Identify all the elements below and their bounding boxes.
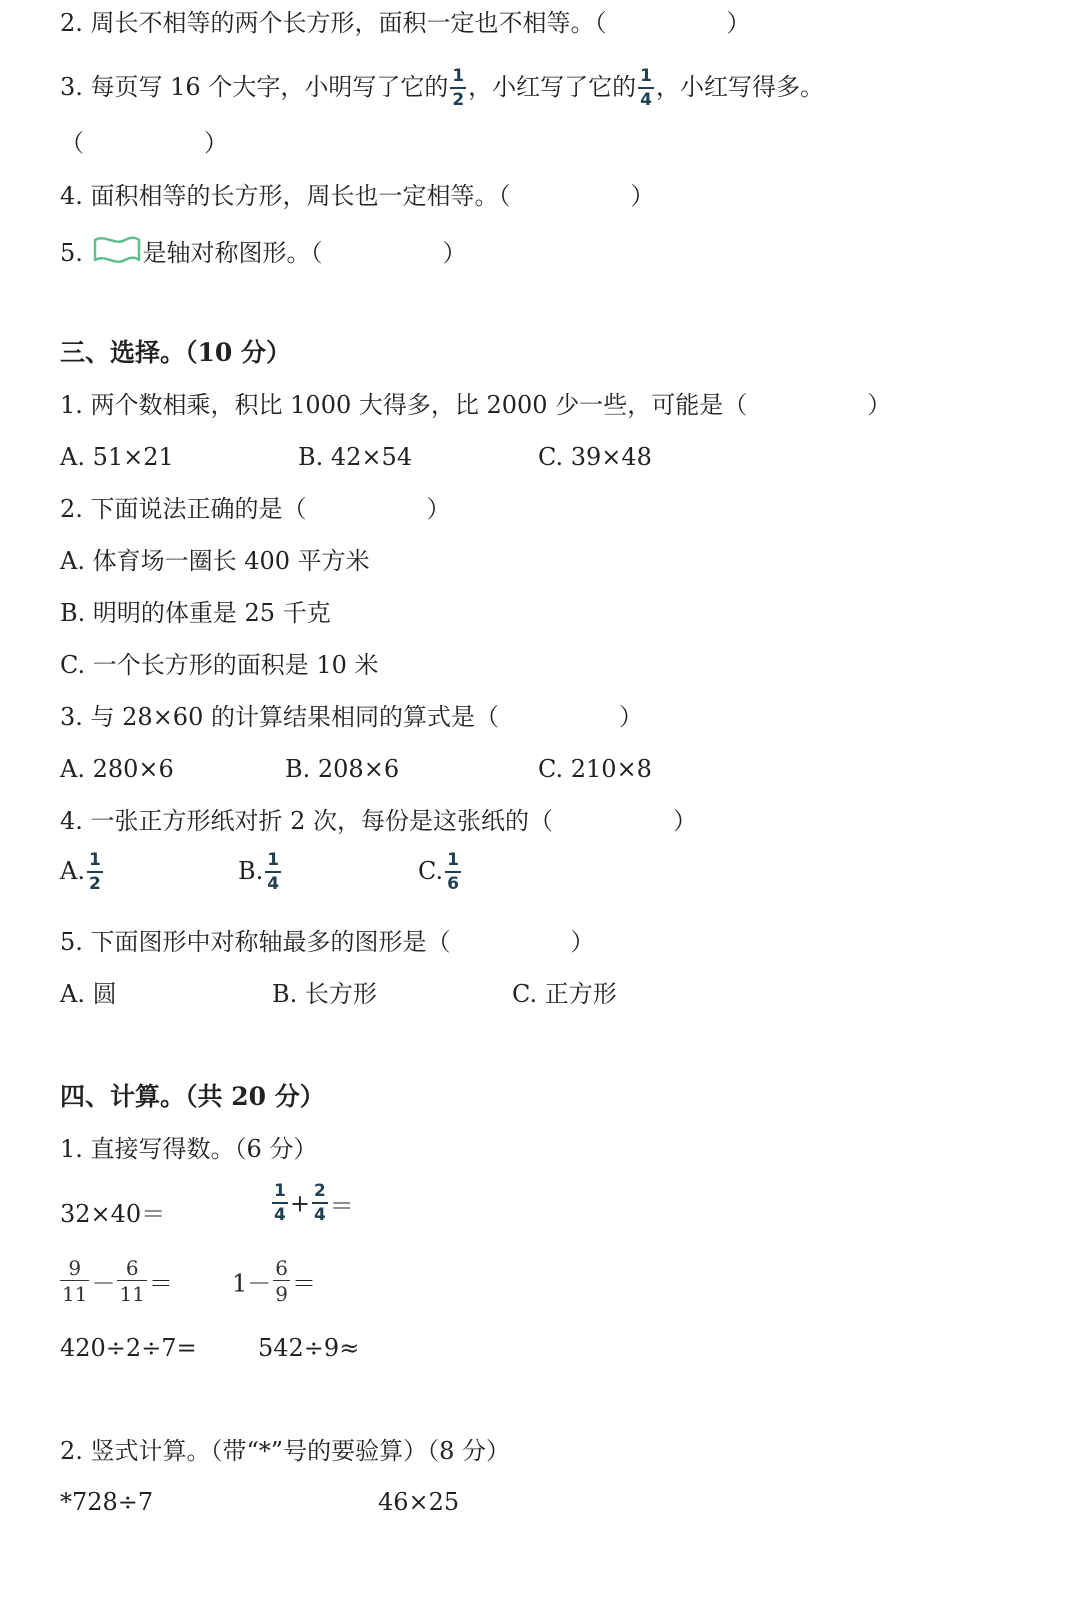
- choice-q5-option-b: B. 长方形: [272, 980, 377, 1008]
- section-3-heading: 三、选择。（10 分）: [60, 338, 291, 367]
- fraction-six-elevenths: $\frac{6}{11}$: [119, 1256, 145, 1306]
- choice-q4-option-c: C. $\frac{1}{6}$: [418, 850, 459, 894]
- judge-question-5: [60, 234, 467, 275]
- choice-q3-option-a: A. 280×6: [60, 755, 174, 783]
- answer-blank: （ ）: [60, 129, 228, 157]
- judge-q5-text: 是轴对称图形。（ ）: [142, 239, 467, 267]
- fraction-one-quarter: $\frac{1}{4}$: [267, 850, 280, 894]
- calc-subsection-1: 1. 直接写得数。（6 分）: [60, 1135, 318, 1163]
- fraction-six-ninths: $\frac{6}{9}$: [275, 1256, 289, 1306]
- choice-q5-option-a: A. 圆: [60, 980, 117, 1008]
- fraction-one-half: $\frac{1}{2}$: [452, 66, 465, 110]
- fraction-one-quarter: $\frac{1}{4}$: [640, 66, 653, 110]
- judge-question-4: 4. 面积相等的长方形，周长也一定相等。（ ）: [60, 182, 655, 210]
- choice-question-1: 1. 两个数相乘，积比 1000 大得多，比 2000 少一些，可能是（ ）: [60, 391, 892, 419]
- mental-calc-2: $\frac{1}{4}$ + $\frac{2}{4}$ ＝: [274, 1181, 354, 1225]
- fraction-one-quarter: $\frac{1}{4}$: [274, 1181, 286, 1225]
- choice-q4-option-b: B. $\frac{1}{4}$: [238, 850, 280, 894]
- choice-q3-option-c: C. 210×8: [538, 755, 652, 783]
- judge-q3-text-3: ，小红写得多。: [656, 73, 825, 101]
- choice-question-5: 5. 下面图形中对称轴最多的图形是（ ）: [60, 928, 595, 956]
- judge-q3-text-2: ，小红写了它的: [468, 73, 637, 101]
- choice-q5-option-c: C. 正方形: [512, 980, 617, 1008]
- choice-q1-option-b: B. 42×54: [298, 443, 413, 471]
- judge-q5-number: 5.: [60, 239, 83, 267]
- fraction-two-quarters: $\frac{2}{4}$: [313, 1181, 326, 1225]
- fraction-one-sixth: $\frac{1}{6}$: [447, 850, 459, 894]
- choice-q2-option-a: A. 体育场一圈长 400 平方米: [60, 547, 370, 575]
- calc-subsection-2: 2. 竖式计算。（带“*”号的要验算）（8 分）: [60, 1437, 510, 1465]
- judge-q3-text-1: 3. 每页写 16 个大字，小明写了它的: [60, 73, 449, 101]
- mental-calc-5: 420÷2÷7=: [60, 1334, 197, 1362]
- mental-calc-4: 1－ $\frac{6}{9}$ ＝: [232, 1256, 317, 1306]
- judge-question-3: [60, 68, 824, 109]
- section-4-heading: 四、计算。（共 20 分）: [60, 1082, 325, 1111]
- choice-q2-option-c: C. 一个长方形的面积是 10 米: [60, 651, 379, 679]
- choice-question-4: 4. 一张正方形纸对折 2 次，每份是这张纸的（ ）: [60, 807, 698, 835]
- mental-calc-1: 32×40＝: [60, 1200, 166, 1228]
- choice-q1-option-c: C. 39×48: [538, 443, 652, 471]
- mental-calc-6: 542÷9≈: [258, 1334, 360, 1362]
- choice-q1-option-a: A. 51×21: [60, 443, 174, 471]
- choice-question-3: 3. 与 28×60 的计算结果相同的算式是（ ）: [60, 703, 643, 731]
- fraction-one-half: $\frac{1}{2}$: [88, 850, 101, 894]
- judge-question-2: 2. 周长不相等的两个长方形，面积一定也不相等。（ ）: [60, 9, 751, 37]
- wave-flag-icon: [91, 234, 143, 275]
- mental-calc-3: $\frac{9}{11}$ － $\frac{6}{11}$ ＝: [62, 1256, 173, 1306]
- fraction-nine-elevenths: $\frac{9}{11}$: [62, 1256, 88, 1306]
- choice-question-2: 2. 下面说法正确的是（ ）: [60, 495, 451, 523]
- vertical-calc-2: 46×25: [378, 1488, 460, 1516]
- vertical-calc-1: *728÷7: [60, 1488, 154, 1516]
- choice-q3-option-b: B. 208×6: [285, 755, 400, 783]
- choice-q2-option-b: B. 明明的体重是 25 千克: [60, 599, 331, 627]
- choice-q4-option-a: A. $\frac{1}{2}$: [60, 850, 101, 894]
